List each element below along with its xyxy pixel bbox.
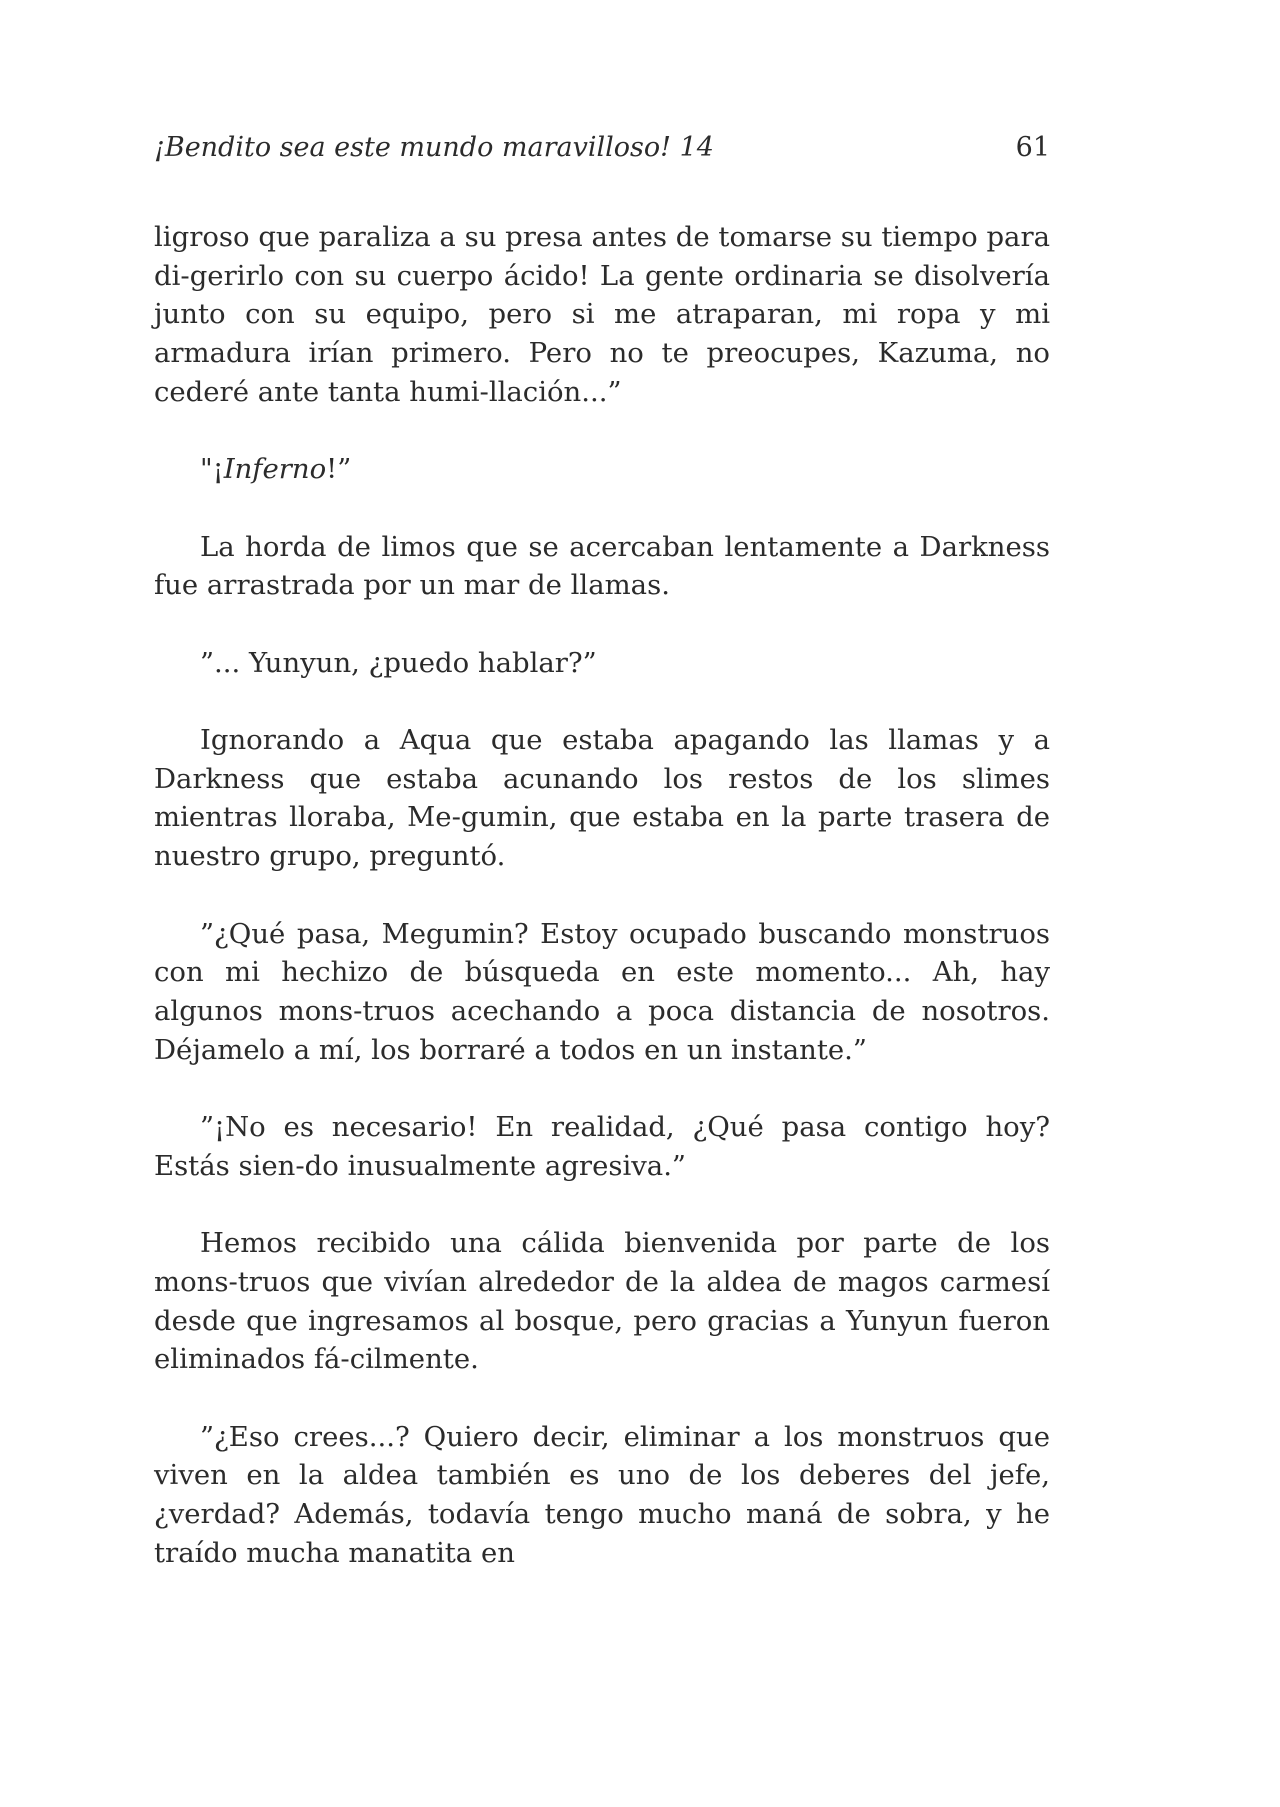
paragraph: La horda de limos que se acercaban lentamente a Darkness fue arrastrada por un mar de llamas. xyxy=(154,530,1050,602)
paragraph: Hemos recibido una cálida bienvenida por parte de los mons-truos que vivían alrededor de la aldea de magos carmesí desde que ingresamos al bosque, pero gracias a Yunyun fueron eliminados fá-cilmente. xyxy=(154,1227,1050,1376)
running-header xyxy=(154,128,1050,168)
quote-open: "¡ xyxy=(200,453,224,486)
page-number: 61 xyxy=(1015,132,1050,163)
body-text xyxy=(154,218,1050,1572)
book-title: ¡Bendito sea este mundo maravilloso! 14 xyxy=(154,132,714,163)
paragraph: ”... Yunyun, ¿puedo hablar?” xyxy=(200,646,597,679)
spell-name: Inferno xyxy=(223,453,327,486)
paragraph-continued: ligroso que paraliza a su presa antes de tomarse su tiempo para di-gerirlo con su cuerpo ácido! La gente ordinaria se disolvería junto con su equipo, pero si me atraparan, mi ropa y mi armadura irían primero. Pero no te preocupes, Kazuma, no cederé ante tanta humi-llación...” xyxy=(154,221,1050,408)
paragraph-continues: ”¿Eso crees...? Quiero decir, eliminar a los monstruos que viven en la aldea también es uno de los deberes del jefe, ¿verdad? Además, todavía tengo mucho maná de sobra, y he traído mucha manatita en xyxy=(154,1420,1050,1569)
paragraph-spell-shout xyxy=(154,450,1050,489)
quote-close: !” xyxy=(326,453,352,486)
paragraph: Ignorando a Aqua que estaba apagando las llamas y a Darkness que estaba acunando los restos de los slimes mientras lloraba, Me-gumin, que estaba en la parte trasera de nuestro grupo, preguntó. xyxy=(154,724,1050,873)
paragraph: ”¡No es necesario! En realidad, ¿Qué pasa contigo hoy? Estás sien-do inusualmente agresiva.” xyxy=(154,1111,1050,1182)
paragraph: ”¿Qué pasa, Megumin? Estoy ocupado buscando monstruos con mi hechizo de búsqueda en este momento... Ah, hay algunos mons-truos acechando a poca distancia de nosotros. Déjamelo a mí, los borraré a todos en un instante.” xyxy=(154,917,1050,1066)
